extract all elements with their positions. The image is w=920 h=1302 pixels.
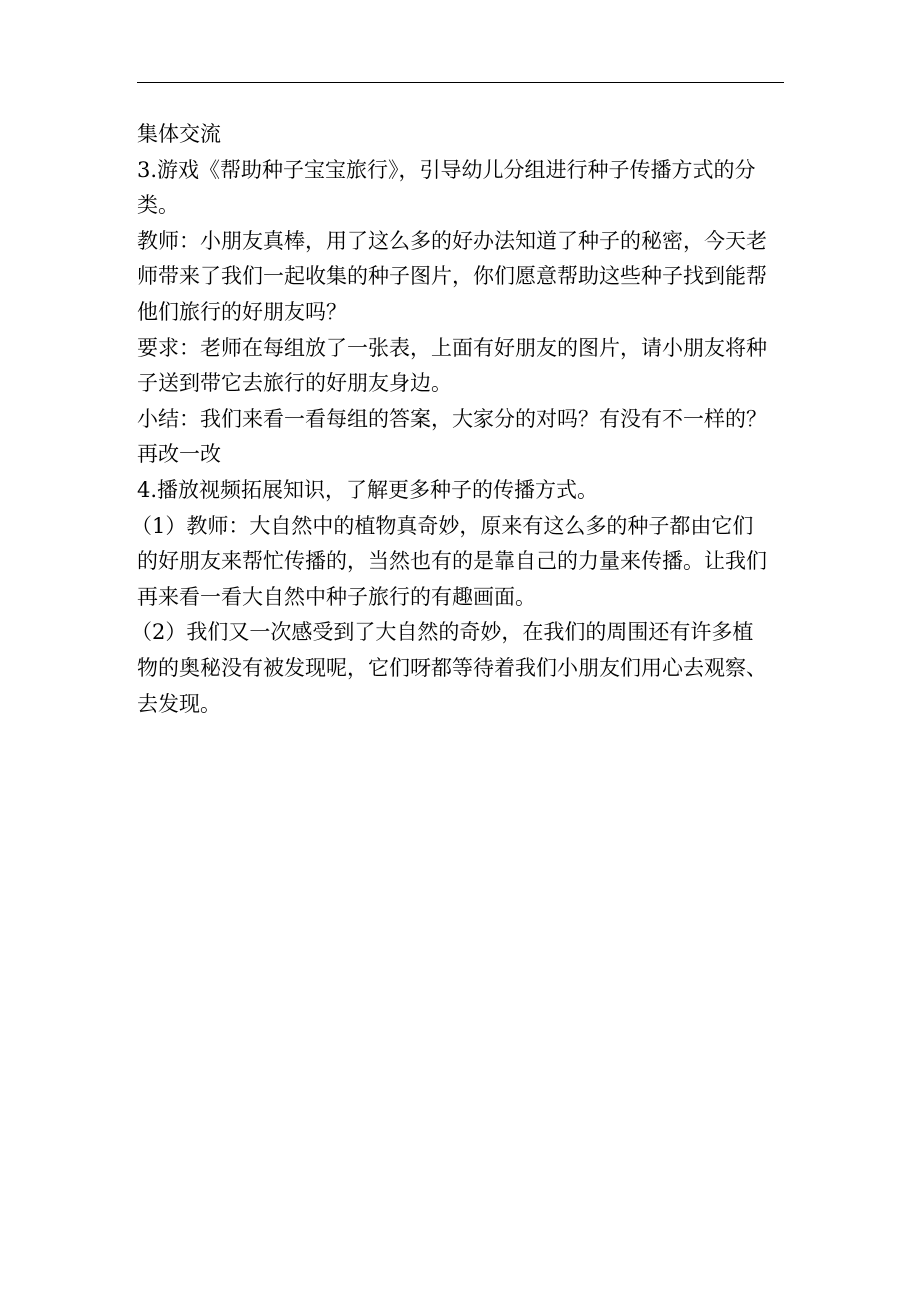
paragraph-line: 类。: [137, 193, 179, 218]
paragraph-line: 再改一改: [137, 442, 221, 467]
paragraph-line: 集体交流: [137, 122, 221, 146]
paragraph-line: 子送到带它去旅行的好朋友身边。: [137, 371, 452, 396]
header-rule: [137, 82, 784, 83]
paragraph-line: 去发现。: [137, 691, 221, 716]
paragraph-line: （1）教师：大自然中的植物真奇妙，原来有这么多的种子都由它们: [131, 513, 754, 538]
paragraph-line: 他们旅行的好朋友吗？: [137, 299, 347, 324]
document-body: [131, 117, 805, 722]
paragraph-line: （2）我们又一次感受到了大自然的奇妙，在我们的周围还有许多植: [131, 620, 754, 645]
paragraph-line: 3.游戏《帮助种子宝宝旅行》，引导幼儿分组进行种子传播方式的分: [137, 157, 756, 182]
paragraph-line: 再来看一看大自然中种子旅行的有趣画面。: [137, 584, 536, 609]
paragraph-line: 4.播放视频拓展知识，了解更多种子的传播方式。: [137, 477, 599, 502]
paragraph-line: 教师：小朋友真棒，用了这么多的好办法知道了种子的秘密，今天老: [137, 228, 767, 253]
paragraph-line: 要求：老师在每组放了一张表，上面有好朋友的图片，请小朋友将种: [137, 335, 767, 360]
paragraph-line: 师带来了我们一起收集的种子图片，你们愿意帮助这些种子找到能帮: [137, 264, 767, 289]
paragraph-line: 的好朋友来帮忙传播的，当然也有的是靠自己的力量来传播。让我们: [137, 549, 767, 574]
paragraph-line: 物的奥秘没有被发现呢，它们呀都等待着我们小朋友们用心去观察、: [137, 655, 767, 680]
paragraph-line: 小结：我们来看一看每组的答案，大家分的对吗？有没有不一样的？: [137, 406, 767, 431]
